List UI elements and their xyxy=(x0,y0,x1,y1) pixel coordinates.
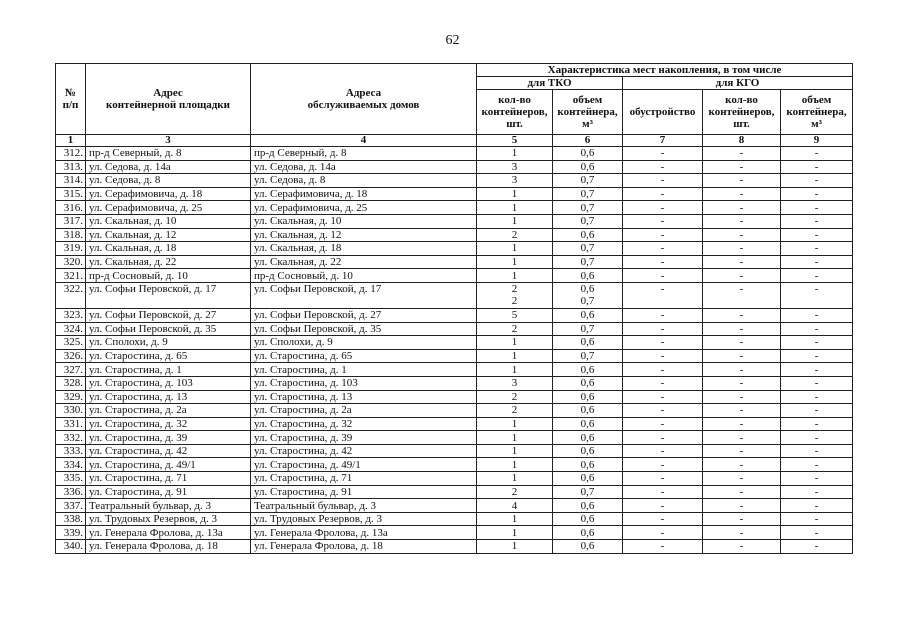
row-address: ул. Старостина, д. 13 xyxy=(86,390,251,404)
row-served-houses: ул. Генерала Фролова, д. 13а xyxy=(251,526,477,540)
row-address: ул. Старостина, д. 2а xyxy=(86,404,251,418)
row-kgo-volume: - xyxy=(781,308,853,322)
row-address: ул. Скальная, д. 10 xyxy=(86,214,251,228)
row-facility: - xyxy=(623,201,703,215)
row-facility: - xyxy=(623,255,703,269)
table-row xyxy=(56,255,853,269)
row-kgo-count: - xyxy=(703,282,781,308)
header-address: Адрес контейнерной площадки xyxy=(86,64,251,135)
row-kgo-volume: - xyxy=(781,322,853,336)
row-kgo-volume: - xyxy=(781,417,853,431)
row-tko-volume: 0,7 xyxy=(553,214,623,228)
row-facility: - xyxy=(623,404,703,418)
row-kgo-count: - xyxy=(703,404,781,418)
row-tko-count: 1 xyxy=(477,512,553,526)
row-facility: - xyxy=(623,499,703,513)
row-served-houses: ул. Старостина, д. 39 xyxy=(251,431,477,445)
row-served-houses: ул. Старостина, д. 2а xyxy=(251,404,477,418)
row-tko-count: 1 xyxy=(477,526,553,540)
row-facility: - xyxy=(623,390,703,404)
row-kgo-count: - xyxy=(703,499,781,513)
row-served-houses: ул. Старостина, д. 13 xyxy=(251,390,477,404)
row-facility: - xyxy=(623,444,703,458)
row-served-houses: ул. Трудовых Резервов, д. 3 xyxy=(251,512,477,526)
row-tko-count: 1 xyxy=(477,201,553,215)
row-facility: - xyxy=(623,431,703,445)
row-kgo-count: - xyxy=(703,160,781,174)
row-address: ул. Скальная, д. 22 xyxy=(86,255,251,269)
row-tko-volume: 0,6 xyxy=(553,308,623,322)
table-row xyxy=(56,458,853,472)
row-kgo-count: - xyxy=(703,269,781,283)
row-tko-volume: 0,6 xyxy=(553,540,623,554)
row-kgo-volume: - xyxy=(781,431,853,445)
row-address: ул. Старостина, д. 103 xyxy=(86,376,251,390)
row-tko-count: 1 xyxy=(477,458,553,472)
row-kgo-volume: - xyxy=(781,336,853,350)
row-served-houses: ул. Старостина, д. 42 xyxy=(251,444,477,458)
row-kgo-volume: - xyxy=(781,404,853,418)
row-tko-volume: 0,7 xyxy=(553,349,623,363)
row-served-houses: ул. Генерала Фролова, д. 18 xyxy=(251,540,477,554)
row-number: 321. xyxy=(56,269,86,283)
table-row xyxy=(56,147,853,161)
row-tko-count: 1 xyxy=(477,269,553,283)
row-facility: - xyxy=(623,242,703,256)
row-tko-volume: 0,7 xyxy=(553,322,623,336)
row-number: 329. xyxy=(56,390,86,404)
row-tko-volume: 0,6 xyxy=(553,228,623,242)
row-served-houses: ул. Софьи Перовской, д. 17 xyxy=(251,282,477,308)
row-address: ул. Старостина, д. 1 xyxy=(86,363,251,377)
row-kgo-count: - xyxy=(703,349,781,363)
row-kgo-volume: - xyxy=(781,499,853,513)
row-tko-volume: 0,6 xyxy=(553,444,623,458)
row-tko-volume: 0,6 xyxy=(553,458,623,472)
row-tko-count: 4 xyxy=(477,499,553,513)
row-served-houses: Театральный бульвар, д. 3 xyxy=(251,499,477,513)
row-facility: - xyxy=(623,349,703,363)
row-facility: - xyxy=(623,526,703,540)
row-tko-count: 1 xyxy=(477,444,553,458)
col-number: 6 xyxy=(553,135,623,147)
row-kgo-count: - xyxy=(703,526,781,540)
row-address: ул. Скальная, д. 12 xyxy=(86,228,251,242)
table-row xyxy=(56,336,853,350)
row-served-houses: ул. Скальная, д. 18 xyxy=(251,242,477,256)
row-address: ул. Старостина, д. 65 xyxy=(86,349,251,363)
row-number: 324. xyxy=(56,322,86,336)
row-address: ул. Старостина, д. 91 xyxy=(86,485,251,499)
row-number: 315. xyxy=(56,187,86,201)
row-kgo-volume: - xyxy=(781,458,853,472)
col-number: 7 xyxy=(623,135,703,147)
row-facility: - xyxy=(623,540,703,554)
row-number: 322. xyxy=(56,282,86,308)
row-tko-volume: 0,6 xyxy=(553,160,623,174)
row-facility: - xyxy=(623,512,703,526)
row-number: 340. xyxy=(56,540,86,554)
row-tko-volume: 0,7 xyxy=(553,187,623,201)
table-row xyxy=(56,404,853,418)
row-kgo-count: - xyxy=(703,214,781,228)
row-facility: - xyxy=(623,187,703,201)
table-row xyxy=(56,308,853,322)
row-tko-count: 2 xyxy=(477,228,553,242)
row-served-houses: ул. Старостина, д. 103 xyxy=(251,376,477,390)
row-number: 313. xyxy=(56,160,86,174)
header-facility: обустройство xyxy=(623,90,703,135)
row-tko-count: 2 xyxy=(477,390,553,404)
row-kgo-volume: - xyxy=(781,242,853,256)
table-row xyxy=(56,242,853,256)
row-tko-count: 1 xyxy=(477,336,553,350)
row-number: 328. xyxy=(56,376,86,390)
row-served-houses: ул. Старостина, д. 49/1 xyxy=(251,458,477,472)
row-kgo-count: - xyxy=(703,147,781,161)
row-served-houses: ул. Старостина, д. 65 xyxy=(251,349,477,363)
row-kgo-volume: - xyxy=(781,512,853,526)
header-served-houses: Адреса обслуживаемых домов xyxy=(251,64,477,135)
row-kgo-count: - xyxy=(703,540,781,554)
row-tko-count: 3 xyxy=(477,376,553,390)
row-number: 336. xyxy=(56,485,86,499)
row-tko-volume: 0,7 xyxy=(553,485,623,499)
row-facility: - xyxy=(623,269,703,283)
row-tko-volume: 0,6 xyxy=(553,472,623,486)
row-facility: - xyxy=(623,147,703,161)
row-tko-count: 1 xyxy=(477,417,553,431)
row-facility: - xyxy=(623,376,703,390)
row-tko-count: 2 xyxy=(477,322,553,336)
row-address: пр-д Северный, д. 8 xyxy=(86,147,251,161)
row-tko-count: 2 2 xyxy=(477,282,553,308)
row-kgo-volume: - xyxy=(781,282,853,308)
table-row xyxy=(56,526,853,540)
row-tko-count: 1 xyxy=(477,214,553,228)
row-address: ул. Старостина, д. 42 xyxy=(86,444,251,458)
row-address: ул. Сполохи, д. 9 xyxy=(86,336,251,350)
col-number: 8 xyxy=(703,135,781,147)
row-facility: - xyxy=(623,174,703,188)
row-kgo-count: - xyxy=(703,444,781,458)
row-tko-volume: 0,7 xyxy=(553,174,623,188)
row-address: ул. Софьи Перовской, д. 17 xyxy=(86,282,251,308)
row-kgo-volume: - xyxy=(781,526,853,540)
row-number: 323. xyxy=(56,308,86,322)
header-kgo: для КГО xyxy=(623,77,853,90)
row-served-houses: ул. Седова, д. 14а xyxy=(251,160,477,174)
row-tko-volume: 0,7 xyxy=(553,255,623,269)
row-number: 333. xyxy=(56,444,86,458)
row-number: 332. xyxy=(56,431,86,445)
row-number: 312. xyxy=(56,147,86,161)
row-number: 327. xyxy=(56,363,86,377)
row-kgo-volume: - xyxy=(781,174,853,188)
row-kgo-volume: - xyxy=(781,160,853,174)
row-kgo-volume: - xyxy=(781,390,853,404)
row-kgo-count: - xyxy=(703,472,781,486)
table-row xyxy=(56,376,853,390)
table-row xyxy=(56,512,853,526)
row-tko-count: 3 xyxy=(477,174,553,188)
table-row xyxy=(56,472,853,486)
table-row xyxy=(56,485,853,499)
row-tko-volume: 0,6 xyxy=(553,363,623,377)
row-facility: - xyxy=(623,417,703,431)
table-row xyxy=(56,269,853,283)
row-tko-volume: 0,6 xyxy=(553,404,623,418)
row-kgo-count: - xyxy=(703,201,781,215)
header-num: № п/п xyxy=(56,64,86,135)
row-address: ул. Серафимовича, д. 25 xyxy=(86,201,251,215)
table-row xyxy=(56,417,853,431)
row-tko-volume: 0,6 xyxy=(553,376,623,390)
col-number: 3 xyxy=(86,135,251,147)
row-served-houses: ул. Старостина, д. 91 xyxy=(251,485,477,499)
row-tko-count: 1 xyxy=(477,472,553,486)
row-address: ул. Трудовых Резервов, д. 3 xyxy=(86,512,251,526)
collection-sites-table xyxy=(55,63,853,554)
table-row xyxy=(56,444,853,458)
row-tko-count: 1 xyxy=(477,540,553,554)
row-tko-volume: 0,6 xyxy=(553,417,623,431)
row-tko-count: 1 xyxy=(477,147,553,161)
table-row xyxy=(56,363,853,377)
row-number: 314. xyxy=(56,174,86,188)
row-facility: - xyxy=(623,160,703,174)
row-kgo-count: - xyxy=(703,363,781,377)
row-number: 320. xyxy=(56,255,86,269)
row-tko-count: 1 xyxy=(477,255,553,269)
row-facility: - xyxy=(623,322,703,336)
row-facility: - xyxy=(623,308,703,322)
row-kgo-count: - xyxy=(703,308,781,322)
row-served-houses: ул. Скальная, д. 22 xyxy=(251,255,477,269)
row-tko-count: 3 xyxy=(477,160,553,174)
row-tko-volume: 0,6 xyxy=(553,336,623,350)
row-facility: - xyxy=(623,282,703,308)
row-address: ул. Старостина, д. 39 xyxy=(86,431,251,445)
row-served-houses: ул. Серафимовича, д. 18 xyxy=(251,187,477,201)
table-row xyxy=(56,201,853,215)
table-row xyxy=(56,349,853,363)
row-kgo-volume: - xyxy=(781,201,853,215)
row-number: 317. xyxy=(56,214,86,228)
row-number: 338. xyxy=(56,512,86,526)
row-tko-count: 5 xyxy=(477,308,553,322)
row-address: ул. Старостина, д. 49/1 xyxy=(86,458,251,472)
row-tko-count: 2 xyxy=(477,404,553,418)
row-tko-count: 1 xyxy=(477,242,553,256)
row-address: ул. Старостина, д. 32 xyxy=(86,417,251,431)
row-kgo-volume: - xyxy=(781,349,853,363)
row-kgo-count: - xyxy=(703,174,781,188)
row-served-houses: пр-д Сосновый, д. 10 xyxy=(251,269,477,283)
header-characteristics: Характеристика мест накопления, в том числе xyxy=(477,64,853,77)
row-kgo-count: - xyxy=(703,417,781,431)
row-facility: - xyxy=(623,228,703,242)
header-tko-volume: объем контейнера, м³ xyxy=(553,90,623,135)
header-tko: для ТКО xyxy=(477,77,623,90)
row-kgo-count: - xyxy=(703,255,781,269)
row-kgo-volume: - xyxy=(781,472,853,486)
row-served-houses: ул. Старостина, д. 71 xyxy=(251,472,477,486)
row-address: пр-д Сосновый, д. 10 xyxy=(86,269,251,283)
row-kgo-volume: - xyxy=(781,376,853,390)
row-number: 330. xyxy=(56,404,86,418)
row-tko-count: 2 xyxy=(477,485,553,499)
row-served-houses: ул. Скальная, д. 10 xyxy=(251,214,477,228)
table-row xyxy=(56,282,853,308)
row-facility: - xyxy=(623,485,703,499)
row-served-houses: ул. Серафимовича, д. 25 xyxy=(251,201,477,215)
row-kgo-volume: - xyxy=(781,363,853,377)
row-number: 335. xyxy=(56,472,86,486)
row-address: ул. Старостина, д. 71 xyxy=(86,472,251,486)
row-kgo-count: - xyxy=(703,512,781,526)
row-kgo-count: - xyxy=(703,187,781,201)
row-tko-volume: 0,6 xyxy=(553,390,623,404)
row-kgo-volume: - xyxy=(781,187,853,201)
header-kgo-count: кол-во контейнеров, шт. xyxy=(703,90,781,135)
row-tko-count: 1 xyxy=(477,187,553,201)
row-facility: - xyxy=(623,472,703,486)
table-row xyxy=(56,431,853,445)
row-served-houses: пр-д Северный, д. 8 xyxy=(251,147,477,161)
row-kgo-volume: - xyxy=(781,214,853,228)
row-number: 319. xyxy=(56,242,86,256)
row-kgo-volume: - xyxy=(781,255,853,269)
header-tko-count: кол-во контейнеров, шт. xyxy=(477,90,553,135)
row-kgo-count: - xyxy=(703,390,781,404)
row-kgo-volume: - xyxy=(781,444,853,458)
row-kgo-count: - xyxy=(703,242,781,256)
row-tko-count: 1 xyxy=(477,349,553,363)
row-tko-volume: 0,7 xyxy=(553,201,623,215)
col-number: 5 xyxy=(477,135,553,147)
row-facility: - xyxy=(623,336,703,350)
row-number: 331. xyxy=(56,417,86,431)
row-kgo-volume: - xyxy=(781,269,853,283)
row-kgo-count: - xyxy=(703,458,781,472)
row-tko-volume: 0,6 xyxy=(553,147,623,161)
col-number: 4 xyxy=(251,135,477,147)
row-kgo-volume: - xyxy=(781,540,853,554)
row-kgo-volume: - xyxy=(781,228,853,242)
row-kgo-count: - xyxy=(703,228,781,242)
row-kgo-volume: - xyxy=(781,485,853,499)
row-kgo-count: - xyxy=(703,336,781,350)
row-tko-count: 1 xyxy=(477,431,553,445)
row-served-houses: ул. Софьи Перовской, д. 35 xyxy=(251,322,477,336)
row-tko-volume: 0,6 xyxy=(553,269,623,283)
row-address: ул. Седова, д. 14а xyxy=(86,160,251,174)
row-tko-volume: 0,6 xyxy=(553,512,623,526)
row-number: 326. xyxy=(56,349,86,363)
row-number: 337. xyxy=(56,499,86,513)
row-tko-count: 1 xyxy=(477,363,553,377)
table-row xyxy=(56,174,853,188)
col-number: 9 xyxy=(781,135,853,147)
table-body xyxy=(56,147,853,554)
row-number: 318. xyxy=(56,228,86,242)
row-served-houses: ул. Скальная, д. 12 xyxy=(251,228,477,242)
row-served-houses: ул. Старостина, д. 1 xyxy=(251,363,477,377)
row-served-houses: ул. Старостина, д. 32 xyxy=(251,417,477,431)
row-address: ул. Седова, д. 8 xyxy=(86,174,251,188)
row-number: 339. xyxy=(56,526,86,540)
row-served-houses: ул. Софьи Перовской, д. 27 xyxy=(251,308,477,322)
row-number: 325. xyxy=(56,336,86,350)
table-row xyxy=(56,390,853,404)
page-number: 62 xyxy=(445,33,460,48)
row-facility: - xyxy=(623,363,703,377)
header-kgo-volume: объем контейнера, м³ xyxy=(781,90,853,135)
row-address: ул. Скальная, д. 18 xyxy=(86,242,251,256)
row-tko-volume: 0,6 xyxy=(553,431,623,445)
row-address: ул. Софьи Перовской, д. 27 xyxy=(86,308,251,322)
col-number: 1 xyxy=(56,135,86,147)
table-row xyxy=(56,228,853,242)
row-tko-volume: 0,6 xyxy=(553,526,623,540)
table-row xyxy=(56,214,853,228)
row-tko-volume: 0,7 xyxy=(553,242,623,256)
row-kgo-volume: - xyxy=(781,147,853,161)
table-row xyxy=(56,160,853,174)
row-kgo-count: - xyxy=(703,376,781,390)
row-kgo-count: - xyxy=(703,431,781,445)
row-address: ул. Генерала Фролова, д. 13а xyxy=(86,526,251,540)
table-row xyxy=(56,187,853,201)
row-served-houses: ул. Сполохи, д. 9 xyxy=(251,336,477,350)
row-number: 334. xyxy=(56,458,86,472)
row-address: Театральный бульвар, д. 3 xyxy=(86,499,251,513)
table-row xyxy=(56,540,853,554)
row-number: 316. xyxy=(56,201,86,215)
row-kgo-count: - xyxy=(703,485,781,499)
row-kgo-count: - xyxy=(703,322,781,336)
table-row xyxy=(56,322,853,336)
row-served-houses: ул. Седова, д. 8 xyxy=(251,174,477,188)
row-address: ул. Генерала Фролова, д. 18 xyxy=(86,540,251,554)
row-facility: - xyxy=(623,214,703,228)
row-address: ул. Серафимовича, д. 18 xyxy=(86,187,251,201)
row-facility: - xyxy=(623,458,703,472)
row-tko-volume: 0,6 xyxy=(553,499,623,513)
row-tko-volume: 0,6 0,7 xyxy=(553,282,623,308)
table-row xyxy=(56,499,853,513)
row-address: ул. Софьи Перовской, д. 35 xyxy=(86,322,251,336)
